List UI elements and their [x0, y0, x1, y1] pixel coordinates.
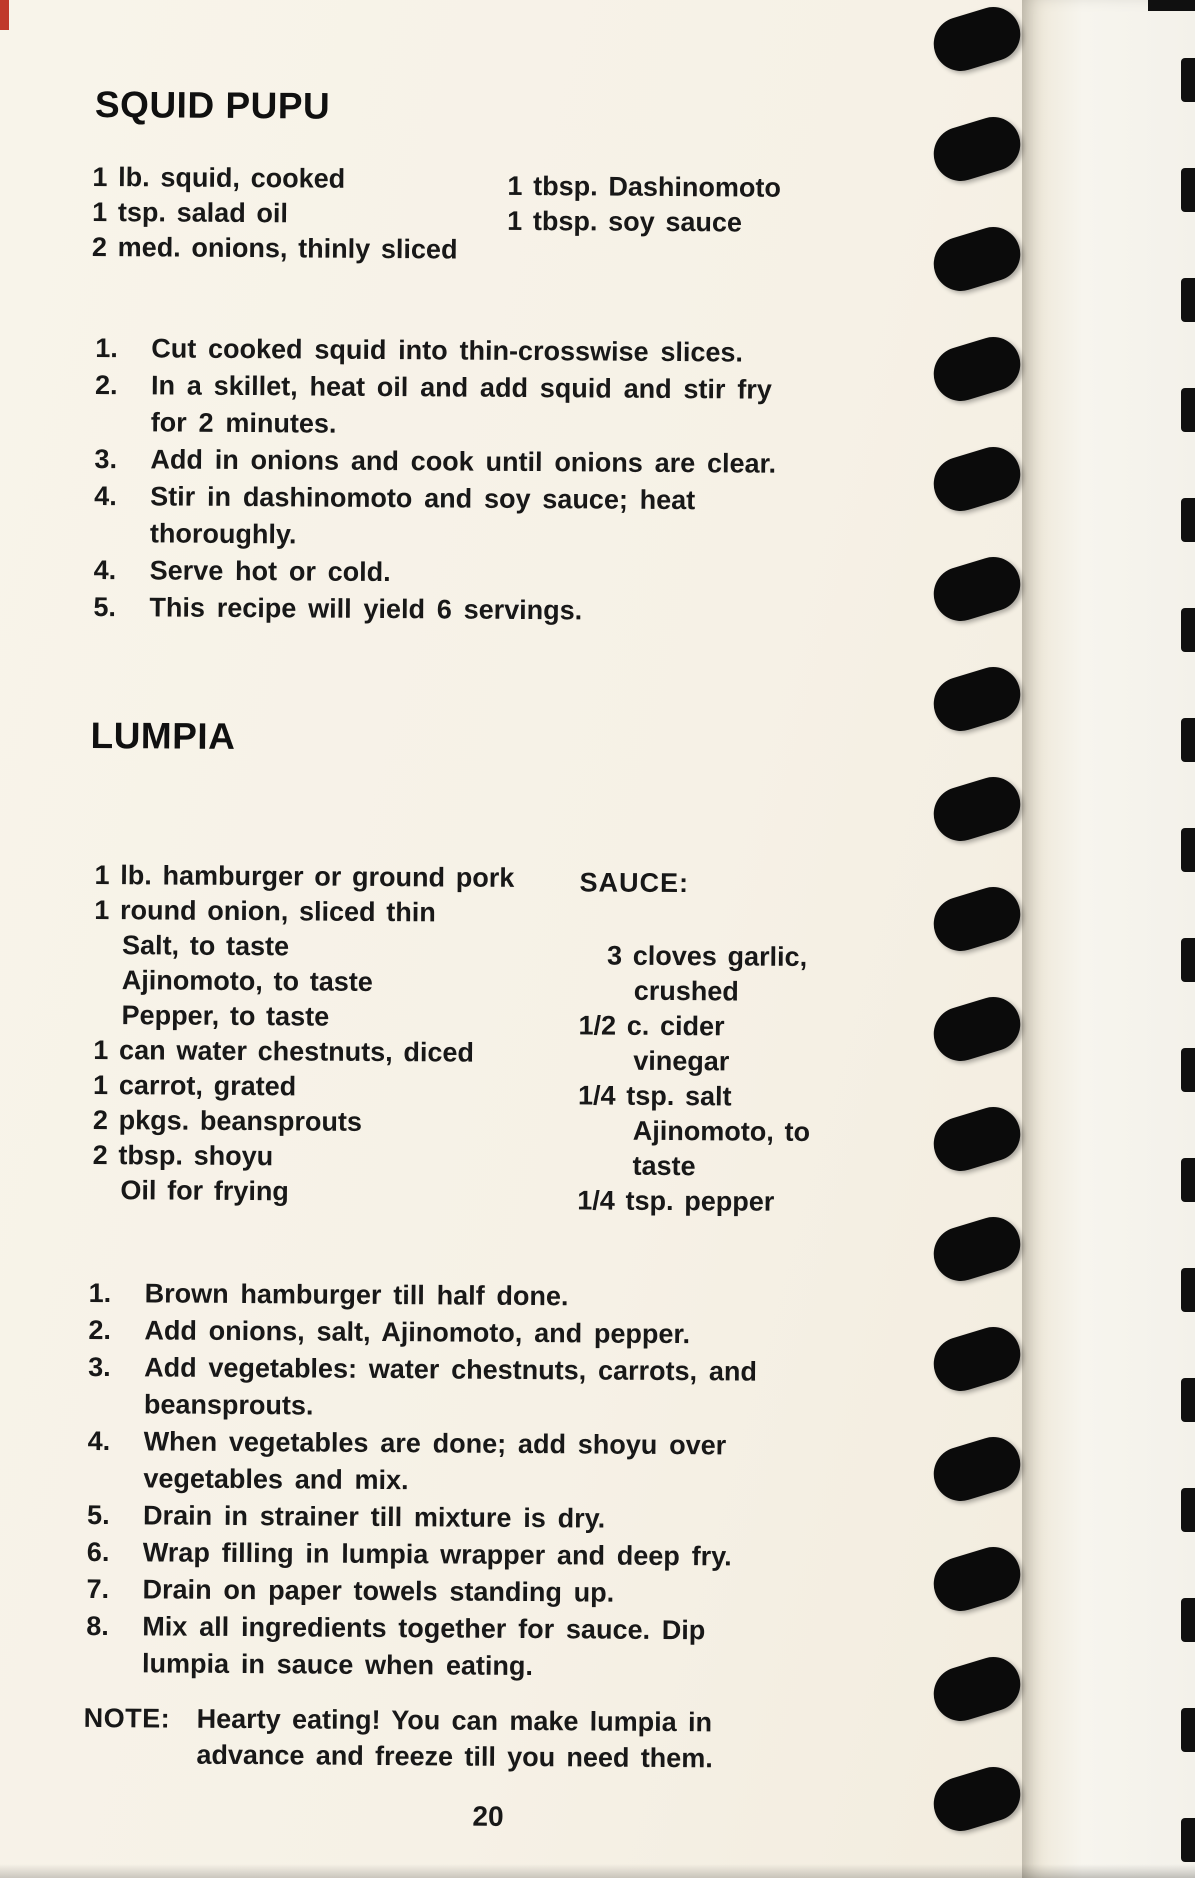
- step-number: 4.: [94, 480, 117, 512]
- step-number: 2.: [88, 1314, 112, 1346]
- step-text: Add in onions and cook until onions are clear.: [150, 444, 777, 479]
- scan-corner-mark: [1148, 0, 1195, 11]
- note-label: NOTE:: [83, 1702, 171, 1734]
- ingredient-item: 2 pkgs. beansprouts: [92, 1104, 363, 1137]
- step: [86, 1608, 1006, 1688]
- squid-ingredients-left: [92, 160, 458, 268]
- ingredient-item: 1 lb. hamburger or ground pork: [94, 859, 515, 893]
- step-number: 1.: [95, 332, 118, 364]
- step: [87, 1534, 1007, 1577]
- step-number: 4.: [87, 1425, 111, 1457]
- step: [95, 330, 1015, 373]
- recipe-note: [83, 1700, 713, 1776]
- step-text: Add onions, salt, Ajinomoto, and pepper.: [144, 1315, 691, 1350]
- ingredient-item: crushed: [633, 975, 739, 1007]
- step: [87, 1423, 1007, 1503]
- recipe-title-lumpia: LUMPIA: [90, 714, 236, 757]
- step-text: Serve hot or cold.: [149, 555, 391, 588]
- squid-ingredients-right: [507, 169, 781, 241]
- ingredient-item: 2 med. onions, thinly sliced: [91, 231, 458, 265]
- step-text: Cut cooked squid into thin-crosswise slices.: [151, 333, 744, 368]
- step: [95, 367, 1015, 447]
- step: [93, 589, 1013, 632]
- ingredient-item: 1/4 tsp. pepper: [577, 1185, 775, 1217]
- step-number: 3.: [88, 1351, 111, 1383]
- scan-edge-red-mark: [0, 0, 9, 30]
- recipe-title-squid-pupu: SQUID PUPU: [94, 83, 331, 127]
- step-number: 5.: [87, 1499, 110, 1531]
- recipe-squid-pupu: [1, 0, 1195, 626]
- ingredient-item: 1/2 c. cider: [578, 1010, 725, 1042]
- step-number: 6.: [86, 1536, 110, 1568]
- ingredient-item: Salt, to taste: [121, 930, 290, 962]
- step: [94, 552, 1014, 595]
- squid-steps: [93, 330, 1015, 632]
- step-text: Drain on paper towels standing up.: [142, 1574, 615, 1608]
- ingredient-item: 3 cloves garlic,: [606, 940, 808, 972]
- scan-bottom-shadow: [0, 1864, 1195, 1878]
- step: [86, 1571, 1006, 1614]
- step-number: 5.: [93, 591, 117, 623]
- ingredient-item: 1 round onion, sliced thin: [94, 894, 436, 928]
- lumpia-steps: [86, 1275, 1009, 1688]
- step-text: Stir in dashinomoto and soy sauce; heat thoroughly.: [149, 481, 696, 550]
- step-text: This recipe will yield 6 servings.: [149, 592, 583, 626]
- step-text: Add vegetables: water chestnuts, carrots, and beansprouts.: [143, 1352, 758, 1421]
- step-text: When vegetables are done; add shoyu over vegetables and mix.: [143, 1426, 727, 1496]
- step-number: 3.: [94, 443, 118, 475]
- step-number: 8.: [86, 1610, 109, 1642]
- step: [94, 478, 1014, 558]
- step: [94, 441, 1014, 484]
- ingredient-item: 1 tbsp. soy sauce: [507, 205, 743, 238]
- lumpia-ingredients-left: [92, 858, 514, 1211]
- ingredient-item: vinegar: [633, 1045, 730, 1077]
- sauce-heading: SAUCE:: [579, 867, 690, 899]
- ingredient-item: 1 carrot, grated: [93, 1069, 297, 1102]
- ingredient-item: 2 tbsp. shoyu: [92, 1139, 274, 1172]
- step-text: Wrap filling in lumpia wrapper and deep fry.: [142, 1537, 732, 1572]
- ingredient-item: Pepper, to taste: [121, 1000, 330, 1032]
- step: [88, 1312, 1008, 1355]
- ingredient-item: 1 lb. squid, cooked: [92, 161, 346, 194]
- note-text: Hearty eating! You can make lumpia in advance and freeze till you need them.: [196, 1703, 713, 1774]
- ingredient-item: Ajinomoto, to taste: [121, 965, 373, 997]
- ingredient-item: 1/4 tsp. salt: [577, 1080, 732, 1112]
- ingredient-item: 1 tsp. salad oil: [92, 196, 289, 229]
- step-text: In a skillet, heat oil and add squid and stir fry for 2 minutes.: [150, 370, 772, 439]
- ingredient-item: 1 tbsp. Dashinomoto: [507, 170, 782, 203]
- ingredient-item: Oil for frying: [120, 1175, 289, 1207]
- step-text: Brown hamburger till half done.: [144, 1278, 569, 1312]
- step: [88, 1349, 1008, 1429]
- step-number: 4.: [93, 554, 117, 586]
- step-text: Mix all ingredients together for sauce. Dip lumpia in sauce when eating.: [141, 1611, 706, 1682]
- ingredient-item: Ajinomoto, to: [632, 1115, 811, 1147]
- step-number: 7.: [86, 1573, 110, 1605]
- ingredient-item: 1 can water chestnuts, diced: [93, 1034, 475, 1068]
- step: [89, 1275, 1009, 1318]
- ingredient-item: taste: [632, 1150, 696, 1182]
- page-number: 20: [472, 1800, 504, 1832]
- step: [87, 1497, 1007, 1540]
- step-number: 1.: [88, 1277, 112, 1309]
- lumpia-sauce: [577, 865, 812, 1220]
- step-text: Drain in strainer till mixture is dry.: [143, 1500, 606, 1534]
- step-number: 2.: [94, 369, 118, 401]
